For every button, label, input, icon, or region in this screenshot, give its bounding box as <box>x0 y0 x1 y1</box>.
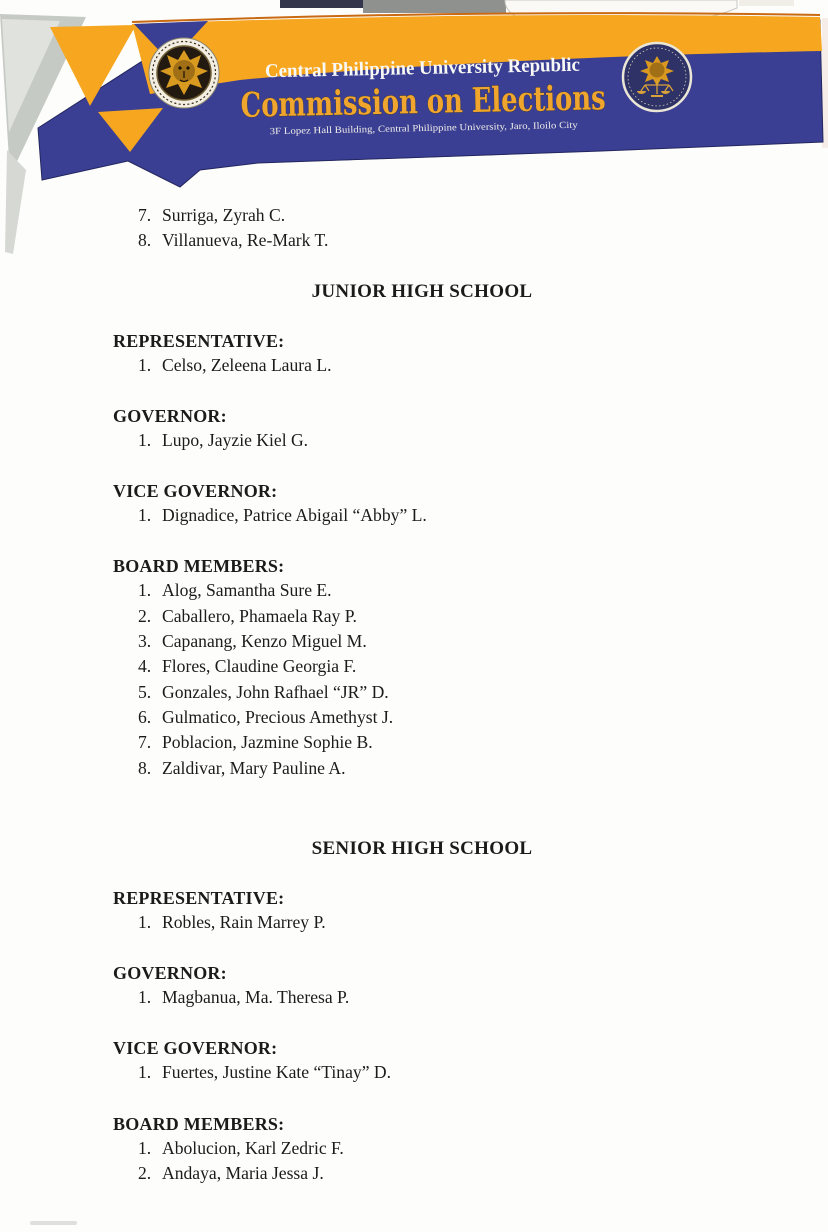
item-number: 1. <box>138 1062 152 1083</box>
item-number: 1. <box>138 987 152 1008</box>
item-number: 7. <box>138 732 152 753</box>
group-heading: BOARD MEMBERS: <box>113 556 285 577</box>
list-item <box>138 985 828 1010</box>
list-item <box>138 203 828 228</box>
group-governor <box>0 406 828 453</box>
member-list <box>0 1136 828 1187</box>
group-heading: GOVERNOR: <box>113 963 227 984</box>
group-heading: REPRESENTATIVE: <box>113 887 285 908</box>
list-item <box>138 578 828 603</box>
list-item <box>138 756 828 781</box>
list-item <box>138 910 828 935</box>
group-heading: VICE GOVERNOR: <box>113 1038 278 1059</box>
item-number: 1. <box>138 505 152 526</box>
list-item <box>138 680 828 705</box>
section-title: JUNIOR HIGH SCHOOL <box>311 280 533 302</box>
banner-commission-title: Commission on Elections <box>240 75 722 126</box>
member-name: Capanang, Kenzo Miguel M. <box>162 631 367 652</box>
member-name: Lupo, Jayzie Kiel G. <box>162 429 309 450</box>
item-number: 8. <box>138 757 152 778</box>
member-name: Flores, Claudine Georgia F. <box>162 656 357 677</box>
member-name: Zaldivar, Mary Pauline A. <box>162 757 346 778</box>
group-vice-governor <box>0 481 828 528</box>
item-number: 6. <box>138 706 152 727</box>
list-item <box>138 228 828 253</box>
section-junior-high-school <box>0 281 828 781</box>
list-item <box>138 654 828 679</box>
member-name: Surriga, Zyrah C. <box>162 205 286 225</box>
list-item <box>138 353 828 378</box>
member-name: Gonzales, John Rafhael “JR” D. <box>162 681 389 702</box>
member-list <box>0 428 828 453</box>
member-name: Gulmatico, Precious Amethyst J. <box>162 706 394 727</box>
banner-university-name: Central Philippine University Republic <box>264 54 591 83</box>
item-number: 1. <box>138 580 152 601</box>
section-title: SENIOR HIGH SCHOOL <box>311 837 533 859</box>
list-item <box>138 503 828 528</box>
member-name: Abolucion, Karl Zedric F. <box>162 1137 344 1158</box>
member-name: Poblacion, Jazmine Sophie B. <box>162 732 373 753</box>
item-number: 8. <box>138 230 152 251</box>
member-name: Alog, Samantha Sure E. <box>162 580 332 601</box>
group-heading: REPRESENTATIVE: <box>113 330 285 351</box>
list-item <box>138 705 828 730</box>
item-number: 1. <box>138 429 152 450</box>
member-list <box>0 910 828 935</box>
list-item <box>138 428 828 453</box>
group-vice-governor <box>0 1038 828 1085</box>
list-item <box>138 604 828 629</box>
member-list <box>0 578 828 780</box>
member-name: Caballero, Phamaela Ray P. <box>162 605 357 626</box>
item-number: 1. <box>138 911 152 932</box>
group-heading: GOVERNOR: <box>113 405 227 426</box>
member-list <box>0 353 828 378</box>
item-number: 7. <box>138 205 152 225</box>
member-list <box>0 1060 828 1085</box>
list-item <box>138 730 828 755</box>
group-heading: VICE GOVERNOR: <box>113 481 278 502</box>
member-name: Villanueva, Re-Mark T. <box>162 230 329 251</box>
item-number: 1. <box>138 354 152 375</box>
scan-smudge <box>30 1221 77 1225</box>
group-board-members <box>0 1114 828 1187</box>
group-representative <box>0 331 828 378</box>
group-board-members <box>0 556 828 780</box>
list-item <box>138 629 828 654</box>
group-governor <box>0 963 828 1010</box>
member-name: Magbanua, Ma. Theresa P. <box>162 987 350 1008</box>
banner-address: 3F Lopez Hall Building, Central Philippine University, Jaro, Iloilo City <box>269 121 541 138</box>
list-item <box>138 1161 828 1186</box>
member-list <box>0 985 828 1010</box>
group-heading: BOARD MEMBERS: <box>113 1113 285 1134</box>
member-list <box>0 503 828 528</box>
item-number: 2. <box>138 1163 152 1184</box>
item-number: 2. <box>138 605 152 626</box>
item-number: 4. <box>138 656 152 677</box>
member-name: Celso, Zeleena Laura L. <box>162 354 332 375</box>
list-item <box>138 1136 828 1161</box>
member-name: Robles, Rain Marrey P. <box>162 911 326 932</box>
member-name: Fuertes, Justine Kate “Tinay” D. <box>162 1062 392 1083</box>
group-representative <box>0 888 828 935</box>
member-name: Dignadice, Patrice Abigail “Abby” L. <box>162 505 427 526</box>
item-number: 1. <box>138 1137 152 1158</box>
list-item <box>138 1060 828 1085</box>
item-number: 5. <box>138 681 152 702</box>
section-senior-high-school <box>0 838 828 1186</box>
item-number: 3. <box>138 631 152 652</box>
continued-member-list <box>0 203 828 254</box>
member-name: Andaya, Maria Jessa J. <box>162 1163 324 1184</box>
